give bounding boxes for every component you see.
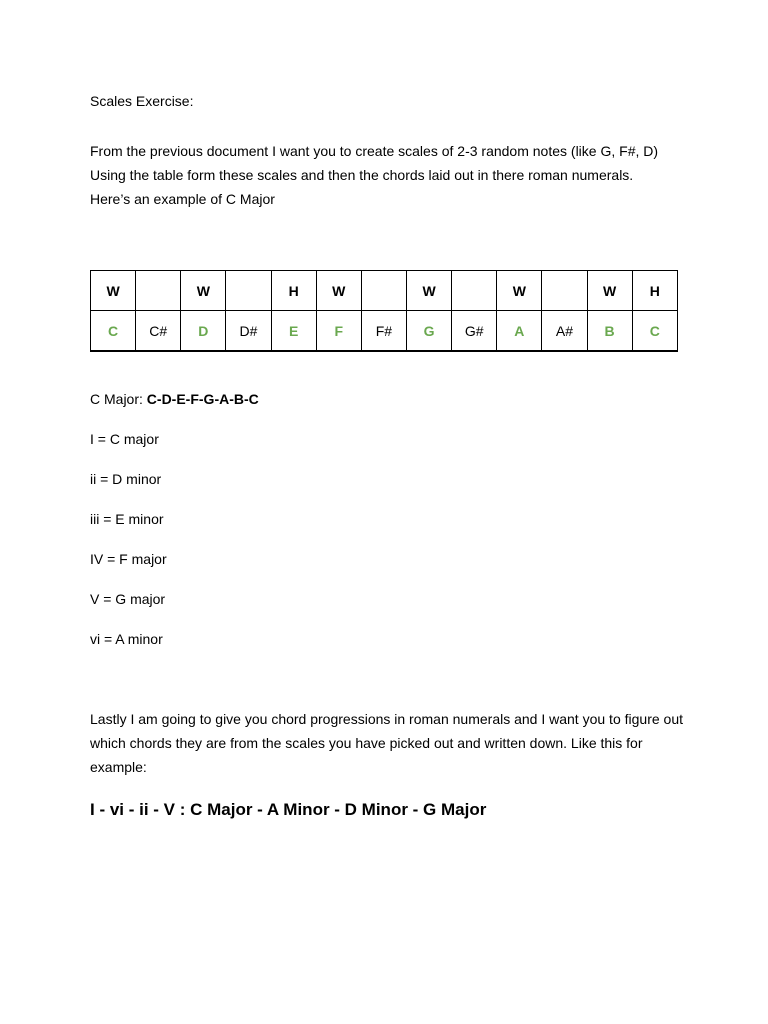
step-cell: W [181, 271, 226, 311]
intro-line-2: Using the table form these scales and then the chords laid out in there roman numerals. [90, 167, 634, 183]
chord-item: IV = F major [90, 551, 167, 567]
step-cell: W [497, 271, 542, 311]
scale-summary [90, 387, 259, 411]
intro-line-3: Here’s an example of C Major [90, 191, 275, 207]
chord-item: I = C major [90, 431, 159, 447]
chord-item: vi = A minor [90, 631, 163, 647]
outro-line-2: which chords they are from the scales you have picked out and written down. Like this for [90, 735, 643, 751]
step-cell: W [316, 271, 361, 311]
scale-table [90, 270, 678, 352]
intro-line-1: From the previous document I want you to create scales of 2-3 random notes (like G, F#, D) [90, 143, 659, 159]
progression-example: I - vi - ii - V : C Major - A Minor - D Minor - G Major [90, 800, 487, 819]
chord-item: iii = E minor [90, 511, 164, 527]
note-cell: F# [361, 311, 406, 352]
note-cell: D# [226, 311, 271, 352]
step-cell: W [91, 271, 136, 311]
outro-line-3: example: [90, 759, 147, 775]
scale-note-cell: C [91, 311, 136, 352]
step-cell [226, 271, 271, 311]
scale-note-cell: A [497, 311, 542, 352]
scale-note-cell: D [181, 311, 226, 352]
scale-summary-label: C Major: [90, 391, 147, 407]
step-cell: H [271, 271, 316, 311]
note-cell: G# [452, 311, 497, 352]
scale-note-cell: C [632, 311, 677, 352]
scale-note-cell: G [406, 311, 451, 352]
step-cell [452, 271, 497, 311]
scale-notes-row [91, 311, 678, 352]
scale-note-cell: B [587, 311, 632, 352]
step-cell: H [632, 271, 677, 311]
scale-note-cell: E [271, 311, 316, 352]
scale-steps-row [91, 271, 678, 311]
chord-item: V = G major [90, 591, 166, 607]
step-cell: W [587, 271, 632, 311]
step-cell [136, 271, 181, 311]
step-cell: W [406, 271, 451, 311]
outro-line-1: Lastly I am going to give you chord progressions in roman numerals and I want you to figure out [90, 711, 683, 727]
step-cell [361, 271, 406, 311]
chord-item: ii = D minor [90, 471, 162, 487]
note-cell: A# [542, 311, 587, 352]
page-title: Scales Exercise: [90, 93, 194, 109]
step-cell [542, 271, 587, 311]
scale-summary-notes: C-D-E-F-G-A-B-C [146, 391, 259, 407]
note-cell: C# [136, 311, 181, 352]
scale-note-cell: F [316, 311, 361, 352]
